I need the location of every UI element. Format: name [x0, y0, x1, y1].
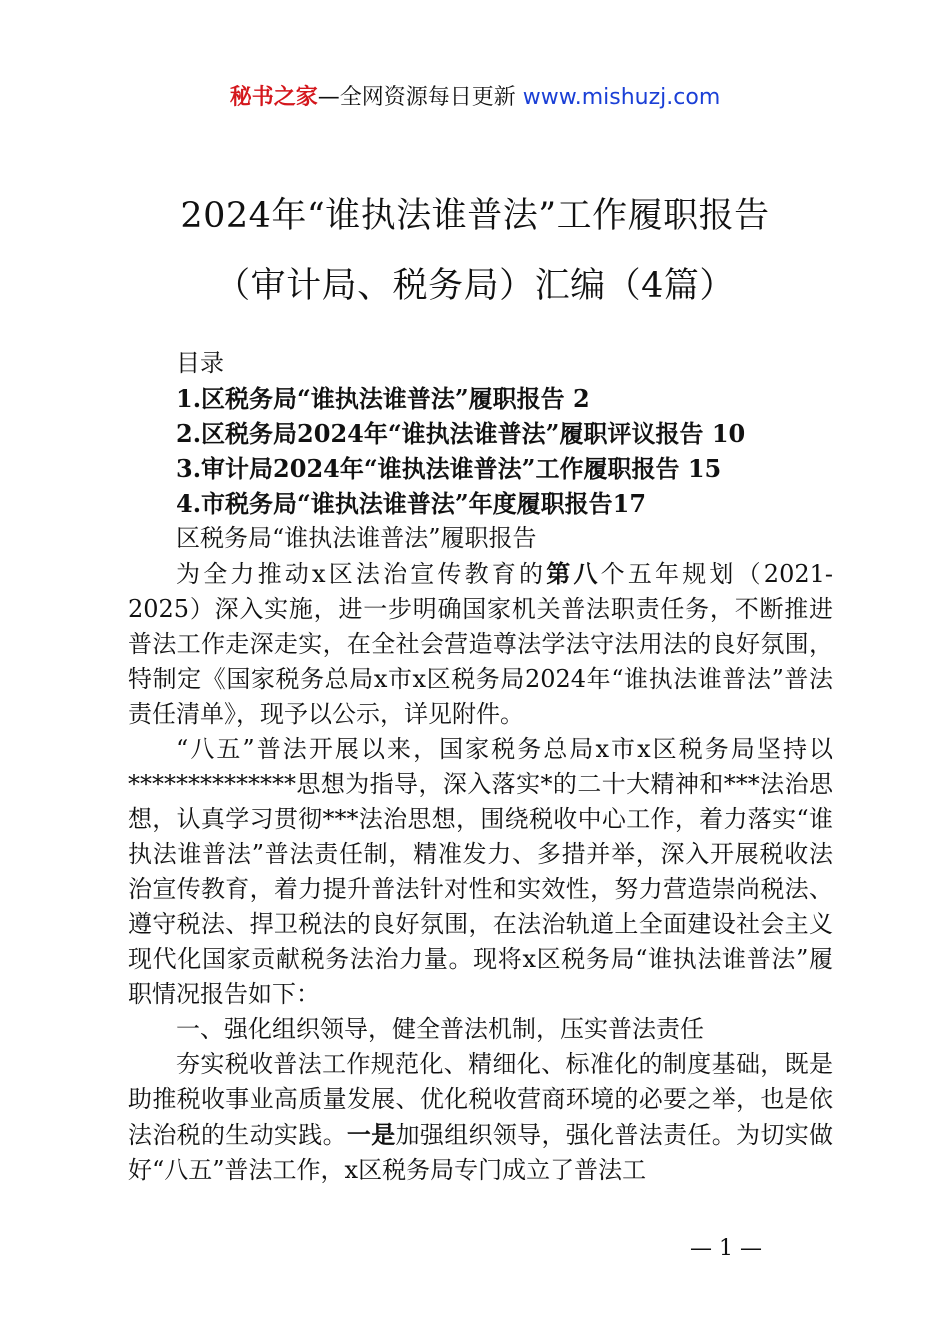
- paragraph-3-bold: 一是: [346, 1120, 396, 1149]
- paragraph-2: “八五”普法开展以来，国家税务总局x市x区税务局坚持以**************思想为指导，深入落实*的二十大精神和***法治思想，认真学习贯彻***法治思想，围绕税收中心工作，着力落实“谁执法谁普法”普法责任制，精准发力、多措并举，深入开展税收法治宣传教育，着力提升普法针对性和实效性，努力营造崇尚税法、遵守税法、捍卫税法的良好氛围，在法治轨道上全面建设社会主义现代化国家贡献税务法治力量。现将x区税务局“谁执法谁普法”履职情况报告如下：: [128, 735, 833, 1008]
- toc-item-3[interactable]: 3.审计局2024年“谁执法谁普法”工作履职报告 15: [176, 454, 722, 483]
- section-heading-1: 一、强化组织领导，健全普法机制，压实普法责任: [176, 1015, 704, 1043]
- paragraph-1-bold: 第八: [546, 559, 601, 588]
- document-title-line-2: （审计局、税务局）汇编（4篇）: [215, 266, 735, 306]
- document-body: [128, 346, 833, 1188]
- page-number: — 1 —: [690, 1236, 762, 1261]
- brand-name: 秘书之家: [229, 85, 318, 110]
- toc-heading: 目录: [176, 349, 224, 377]
- paragraph-3-text-a: 夯实税收普法工作规范化、精细化、标准化的制度基础，既是助推税收事业高质量发展、优化税收营商环境的必要之举，也是依法治税的生动实践。: [128, 1050, 833, 1149]
- paragraph-1: [128, 556, 833, 732]
- toc-item-4[interactable]: 4.市税务局“谁执法谁普法”年度履职报告17: [176, 489, 647, 518]
- paragraph-1-text-b: 个五年规划（2021-2025）深入实施，进一步明确国家机关普法职责任务，不断推进普法工作走深走实，在全社会营造尊法学法守法用法的良好氛围，特制定《国家税务总局x市x区税务局2024年“谁执法谁普法”普法责任清单》，现予以公示，详见附件。: [128, 560, 833, 728]
- header-tagline: —全网资源每日更新: [317, 85, 523, 110]
- paragraph-1-text-a: 为全力推动x区法治宣传教育的: [176, 560, 547, 588]
- article-title: 区税务局“谁执法谁普法”履职报告: [176, 524, 537, 552]
- paragraph-3-text-b: 加强组织领导，强化普法责任。为切实做好“八五”普法工作，x区税务局专门成立了普法工: [128, 1121, 834, 1184]
- paragraph-3: [128, 1047, 833, 1188]
- toc-item-2[interactable]: 2.区税务局2024年“谁执法谁普法”履职评议报告 10: [176, 419, 746, 448]
- toc-item-1[interactable]: 1.区税务局“谁执法谁普法”履职报告 2: [176, 384, 590, 413]
- document-title-line-1: 2024年“谁执法谁普法”工作履职报告: [180, 196, 770, 236]
- site-url-link[interactable]: www.mishuzj.com: [522, 85, 721, 110]
- site-header: [0, 80, 950, 111]
